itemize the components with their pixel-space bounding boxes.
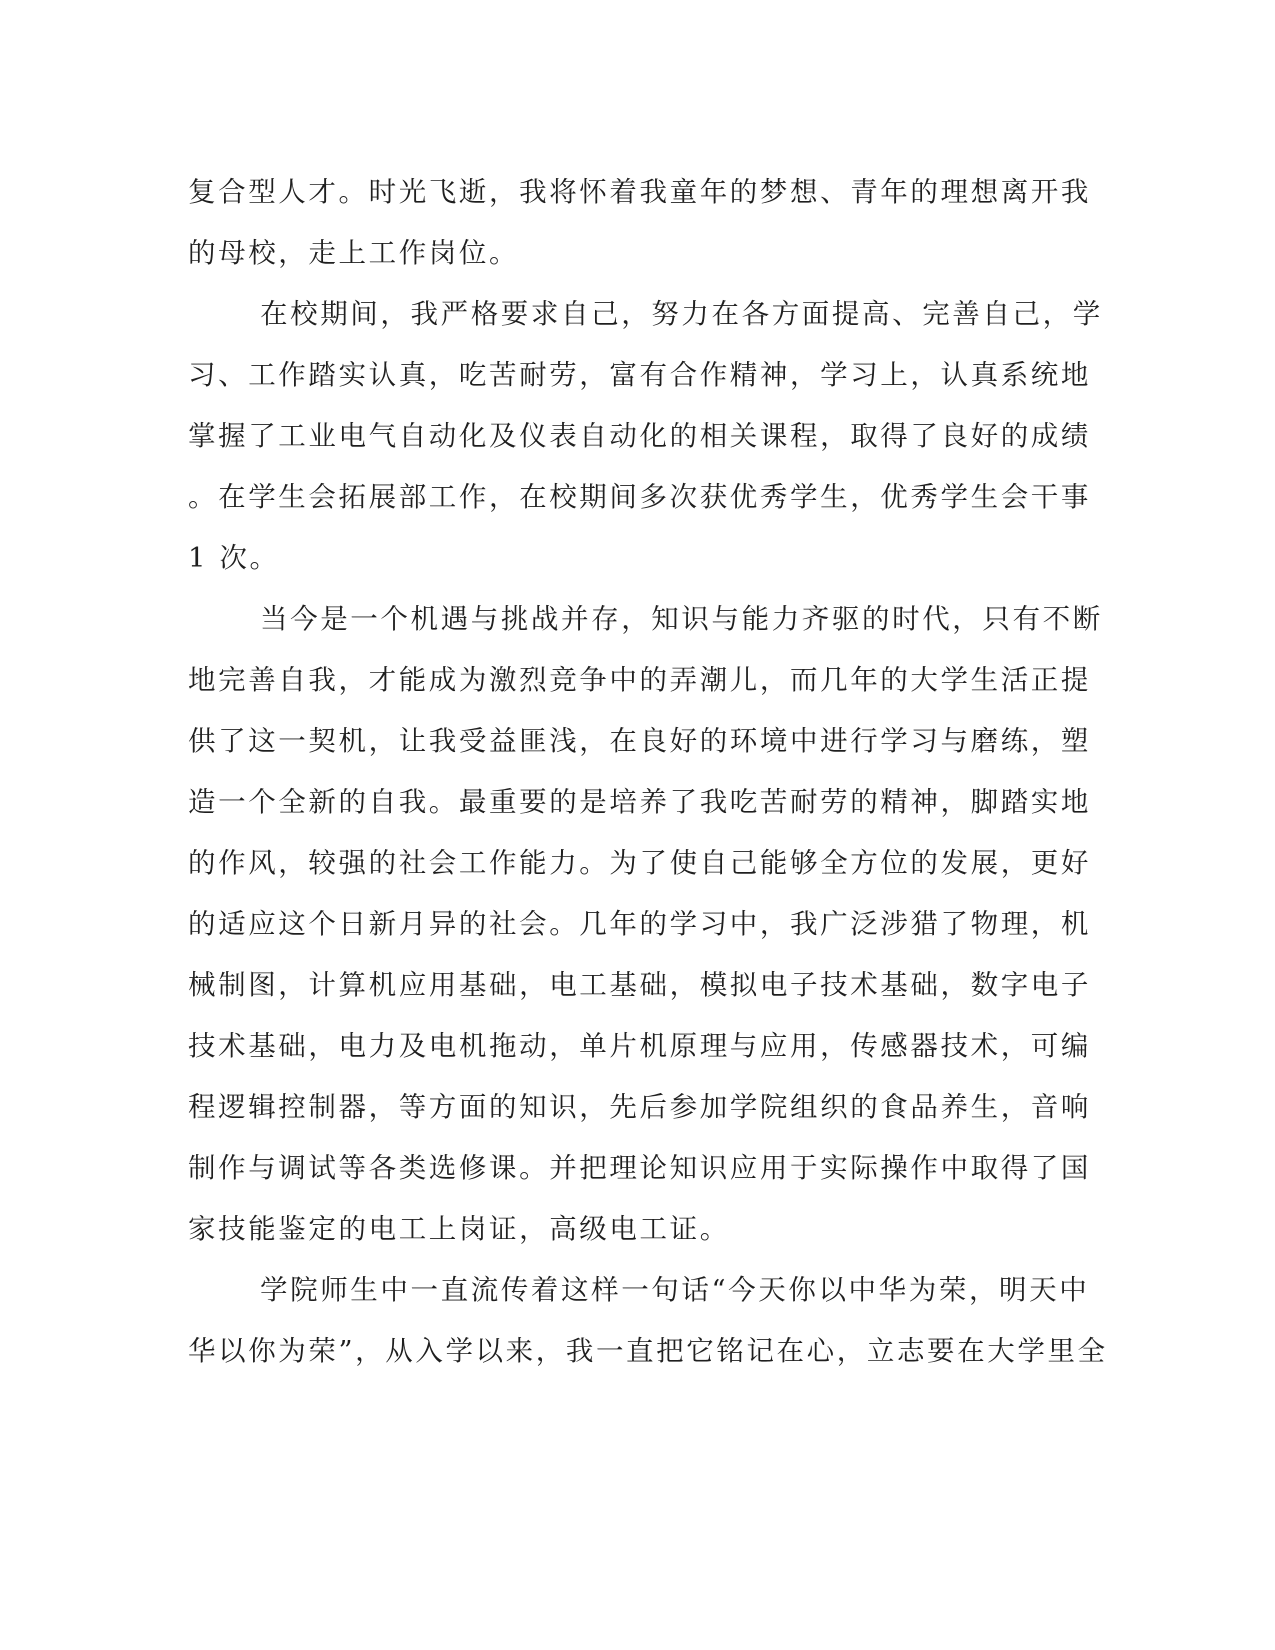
text-line: 习、工作踏实认真，吃苦耐劳，富有合作精神，学习上，认真系统地: [188, 359, 1091, 391]
text-line: 械制图，计算机应用基础，电工基础，模拟电子技术基础，数字电子: [188, 969, 1091, 1001]
text-line: 的母校，走上工作岗位。: [188, 237, 520, 269]
text-line: 掌握了工业电气自动化及仪表自动化的相关课程，取得了良好的成绩: [188, 420, 1091, 452]
text-line: 。在学生会拓展部工作，在校期间多次获优秀学生，优秀学生会干事: [188, 481, 1091, 513]
text-line: 家技能鉴定的电工上岗证，高级电工证。: [188, 1213, 730, 1245]
text-line: 技术基础，电力及电机拖动，单片机原理与应用，传感器技术，可编: [188, 1030, 1091, 1062]
text-line: 制作与调试等各类选修课。并把理论知识应用于实际操作中取得了国: [188, 1152, 1091, 1184]
text-line: 1 次。: [188, 542, 280, 574]
text-line: 的作风，较强的社会工作能力。为了使自己能够全方位的发展，更好: [188, 847, 1091, 879]
text-line: 供了这一契机，让我受益匪浅，在良好的环境中进行学习与磨练，塑: [188, 725, 1091, 757]
text-line: 程逻辑控制器，等方面的知识，先后参加学院组织的食品养生，音响: [188, 1091, 1091, 1123]
text-line: 地完善自我，才能成为激烈竞争中的弄潮儿，而几年的大学生活正提: [188, 664, 1091, 696]
paragraph-first-line: 当今是一个机遇与挑战并存，知识与能力齐驱的时代，只有不断: [260, 603, 1103, 635]
text-line: 华以你为荣”，从入学以来，我一直把它铭记在心，立志要在大学里全: [188, 1335, 1108, 1367]
paragraph-first-line: 学院师生中一直流传着这样一句话“今天你以中华为荣，明天中: [260, 1274, 1090, 1306]
paragraph-first-line: 在校期间，我严格要求自己，努力在各方面提高、完善自己，学: [260, 298, 1103, 330]
text-line: 的适应这个日新月异的社会。几年的学习中，我广泛涉猎了物理，机: [188, 908, 1091, 940]
text-line: 造一个全新的自我。最重要的是培养了我吃苦耐劳的精神，脚踏实地: [188, 786, 1091, 818]
text-line: 复合型人才。时光飞逝，我将怀着我童年的梦想、青年的理想离开我: [188, 176, 1091, 208]
body-text: [188, 162, 1108, 1382]
